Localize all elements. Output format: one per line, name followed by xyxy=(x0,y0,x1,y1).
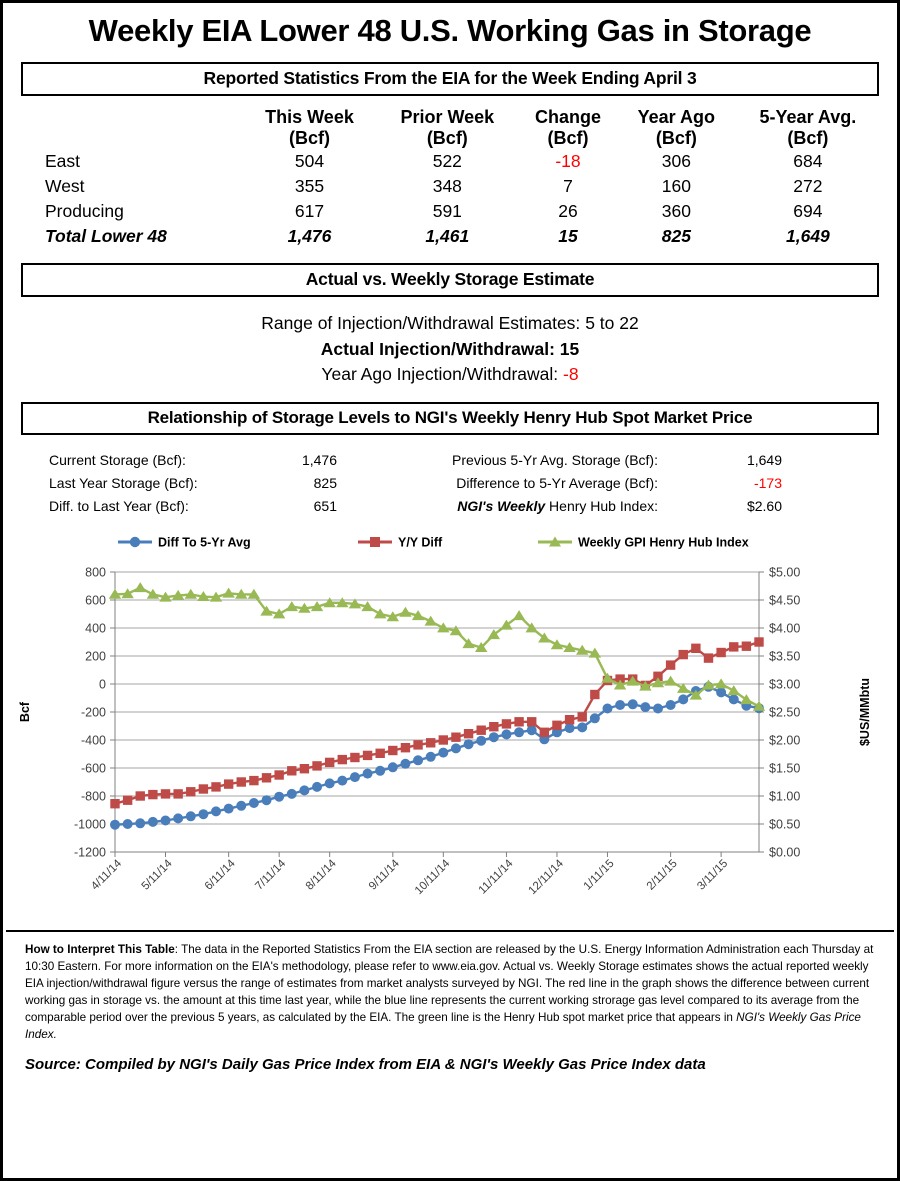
data-point xyxy=(729,642,738,651)
data-point xyxy=(413,755,423,765)
xtick-label: 3/11/15 xyxy=(695,857,731,893)
storage-vs-price-chart xyxy=(3,524,897,924)
xtick-label: 10/11/14 xyxy=(412,857,453,898)
estimate-actual-label: Actual Injection/Withdrawal: xyxy=(320,338,555,359)
data-point xyxy=(728,685,740,695)
data-point xyxy=(464,729,473,738)
data-point xyxy=(134,582,146,592)
henry-hub-index-label xyxy=(450,495,662,518)
legend-item-1 xyxy=(118,535,251,549)
data-point xyxy=(147,589,159,599)
data-point xyxy=(224,779,233,788)
data-point xyxy=(350,753,359,762)
data-point xyxy=(590,690,599,699)
data-point xyxy=(363,751,372,760)
data-point xyxy=(489,722,498,731)
prev-5yr-avg-value: 1,649 xyxy=(746,451,782,468)
last-year-storage-value: 825 xyxy=(313,474,337,491)
data-point xyxy=(325,758,334,767)
data-point xyxy=(489,732,499,742)
henry-hub-index-value: $2.60 xyxy=(746,497,782,514)
cell-producing-five-year-avg: 694 xyxy=(793,201,823,222)
data-point xyxy=(236,801,246,811)
actual-vs-estimate-header: Actual vs. Weekly Storage Estimate xyxy=(21,263,879,297)
ytick-label-right: $1.50 xyxy=(769,761,801,776)
data-point xyxy=(350,772,360,782)
ytick-label-right: $4.00 xyxy=(769,621,801,636)
cell-east-this-week: 504 xyxy=(294,151,325,172)
ytick-label-right: $2.00 xyxy=(769,733,801,748)
estimate-range-value: 5 to 22 xyxy=(585,313,639,334)
estimate-year-ago-value: -8 xyxy=(563,364,579,385)
data-point xyxy=(527,717,536,726)
data-point xyxy=(388,746,397,755)
data-point xyxy=(325,778,335,788)
cell-west-prior-week: 348 xyxy=(432,176,462,197)
data-point xyxy=(464,739,474,749)
data-point xyxy=(136,791,145,800)
table-header-row xyxy=(19,106,881,149)
series-1 xyxy=(110,682,764,830)
relationship-header: Relationship of Storage Levels to NGI's Weekly Henry Hub Spot Market Price xyxy=(21,402,879,435)
footer-divider xyxy=(6,930,894,932)
data-point xyxy=(262,795,272,805)
ytick-label-right: $5.00 xyxy=(769,565,801,580)
data-point xyxy=(679,650,688,659)
estimate-range-label: Range of Injection/Withdrawal Estimates: xyxy=(261,313,581,334)
cell-total-change: 15 xyxy=(558,226,578,247)
header-this-week: This Week (Bcf) xyxy=(265,107,354,148)
data-point xyxy=(173,813,183,823)
data-point xyxy=(148,817,158,827)
data-point xyxy=(477,725,486,734)
diff-5yr-avg-value: -173 xyxy=(753,474,782,491)
xtick-label: 9/11/14 xyxy=(366,857,402,893)
data-point xyxy=(754,637,763,646)
data-point xyxy=(451,732,460,741)
legend-item-3 xyxy=(538,535,749,549)
data-point xyxy=(249,776,258,785)
ytick-label-left: 400 xyxy=(85,621,106,636)
current-storage-value: 1,476 xyxy=(301,451,337,468)
henry-hub-index-label-italic: NGI's Weekly xyxy=(457,497,546,514)
data-point xyxy=(514,727,524,737)
data-point xyxy=(148,790,157,799)
data-point xyxy=(590,713,600,723)
data-point xyxy=(198,809,208,819)
legend-label-2: Y/Y Diff xyxy=(398,535,443,550)
ytick-label-right: $4.50 xyxy=(769,593,801,608)
data-point xyxy=(640,702,650,712)
cell-east-change: -18 xyxy=(555,151,581,172)
cell-producing-year-ago: 360 xyxy=(661,201,691,222)
table-row-total xyxy=(19,224,881,249)
xtick-label: 11/11/14 xyxy=(476,857,516,897)
data-point xyxy=(312,782,322,792)
legend-item-2 xyxy=(358,535,443,549)
data-point xyxy=(439,735,448,744)
xtick-label: 2/11/15 xyxy=(644,857,680,893)
data-point xyxy=(451,743,461,753)
data-point xyxy=(186,787,195,796)
data-point xyxy=(287,789,297,799)
data-point xyxy=(299,785,309,795)
table-row xyxy=(19,199,881,224)
data-point xyxy=(199,784,208,793)
data-point xyxy=(287,766,296,775)
ytick-label-right: $3.00 xyxy=(769,677,801,692)
data-point xyxy=(173,789,182,798)
data-point xyxy=(438,747,448,757)
ytick-label-left: -600 xyxy=(80,761,106,776)
data-point xyxy=(262,773,271,782)
how-to-interpret-italic-tail: NGI's Weekly Gas Price Index. xyxy=(25,1010,861,1041)
data-point xyxy=(691,643,700,652)
data-point xyxy=(540,727,549,736)
data-point xyxy=(186,811,196,821)
data-point xyxy=(110,799,119,808)
estimate-actual-line xyxy=(3,337,897,362)
how-to-interpret-bold: How to Interpret This Table xyxy=(25,942,175,956)
xtick-label: 8/11/14 xyxy=(303,857,339,893)
data-point xyxy=(437,622,449,632)
ytick-label-right: $0.00 xyxy=(769,845,801,860)
ytick-label-right: $3.50 xyxy=(769,649,801,664)
diff-5yr-avg-label: Difference to 5-Yr Average (Bcf): xyxy=(456,474,658,491)
header-change: Change (Bcf) xyxy=(534,107,601,148)
data-point xyxy=(678,694,688,704)
cell-east-five-year-avg: 684 xyxy=(793,151,823,172)
ytick-label-left: -400 xyxy=(80,733,106,748)
data-point xyxy=(413,740,422,749)
data-point xyxy=(312,761,321,770)
data-point xyxy=(565,723,575,733)
xtick-label: 5/11/14 xyxy=(139,857,175,893)
prev-5yr-avg-label: Previous 5-Yr Avg. Storage (Bcf): xyxy=(452,451,658,468)
relationship-data xyxy=(49,449,851,518)
list-item xyxy=(49,449,450,472)
data-point xyxy=(274,792,284,802)
ytick-label-right: $1.00 xyxy=(769,789,801,804)
list-item xyxy=(49,472,450,495)
row-label-producing: Producing xyxy=(45,201,124,222)
data-point xyxy=(716,648,725,657)
data-point xyxy=(426,752,436,762)
data-point xyxy=(123,795,132,804)
data-point xyxy=(716,687,726,697)
header-prior-week: Prior Week (Bcf) xyxy=(400,107,495,148)
xtick-label: 1/11/15 xyxy=(581,857,617,893)
data-point xyxy=(337,775,347,785)
data-point xyxy=(161,815,171,825)
data-point xyxy=(363,768,373,778)
data-point xyxy=(123,819,133,829)
data-point xyxy=(513,610,525,620)
series-2 xyxy=(110,637,763,808)
xtick-label: 4/11/14 xyxy=(89,857,125,893)
ytick-label-right: $0.50 xyxy=(769,817,801,832)
reported-statistics-table xyxy=(19,106,881,249)
data-point xyxy=(237,777,246,786)
cell-east-year-ago: 306 xyxy=(661,151,691,172)
data-point xyxy=(400,759,410,769)
data-point xyxy=(551,639,563,649)
header-year-ago: Year Ago (Bcf) xyxy=(637,107,716,148)
ytick-label-left: 0 xyxy=(99,677,106,692)
page-title: Weekly EIA Lower 48 U.S. Working Gas in Storage xyxy=(88,13,812,48)
estimate-actual-value: 15 xyxy=(559,338,580,359)
data-point xyxy=(476,736,486,746)
data-point xyxy=(628,699,638,709)
data-point xyxy=(565,715,574,724)
data-point xyxy=(374,608,386,618)
row-label-east: East xyxy=(45,151,81,172)
data-point xyxy=(388,762,398,772)
ytick-label-left: -200 xyxy=(80,705,106,720)
data-point xyxy=(742,641,751,650)
cell-total-prior-week: 1,461 xyxy=(425,226,470,247)
data-point xyxy=(729,694,739,704)
cell-total-five-year-avg: 1,649 xyxy=(786,226,830,247)
henry-hub-index-label-rest: Henry Hub Index: xyxy=(545,497,658,514)
table-row xyxy=(19,174,881,199)
data-point xyxy=(135,818,145,828)
data-point xyxy=(211,806,221,816)
legend-label-3: Weekly GPI Henry Hub Index xyxy=(578,535,749,550)
data-point xyxy=(424,616,436,626)
data-point xyxy=(300,764,309,773)
data-point xyxy=(501,729,511,739)
data-point xyxy=(615,700,625,710)
data-point xyxy=(375,748,384,757)
chart-svg xyxy=(3,524,897,924)
relationship-left-column xyxy=(49,449,450,518)
data-point xyxy=(338,755,347,764)
header-region xyxy=(19,106,242,149)
data-point xyxy=(552,720,561,729)
data-point xyxy=(578,712,587,721)
data-point xyxy=(224,803,234,813)
diff-last-year-label: Diff. to Last Year (Bcf): xyxy=(49,497,189,514)
data-point xyxy=(577,722,587,732)
cell-west-this-week: 355 xyxy=(294,176,325,197)
data-point xyxy=(527,725,537,735)
ytick-label-left: 800 xyxy=(85,565,106,580)
list-item xyxy=(450,495,851,518)
relationship-right-column xyxy=(450,449,851,518)
reported-statistics-header: Reported Statistics From the EIA for the Week Ending April 3 xyxy=(21,62,879,96)
data-point xyxy=(666,700,676,710)
xtick-label: 7/11/14 xyxy=(253,857,289,893)
series-line xyxy=(115,642,759,804)
data-point xyxy=(399,607,411,617)
how-to-interpret-body: : The data in the Reported Statistics From the EIA section are released by the U.S. Energy Information Administration each Thursday at 10:30 Eastern. For more information on the EIA's methodology, please refer to www.eia.gov. Actual vs. Weekly Storage estimates shows the actual reported weekly EIA injection/withdrawal figure versus the range of estimates from market analysts surveyed by NGI. The red line in the graph shows the difference between current working gas in storage vs. the amount at this time last year, while the blue line represents the current working strorage gas level compared to its average from the comparable period over the previous 5 years, as calculated by the EIA. The green line is the Henry Hub spot market price that appears in xyxy=(25,942,874,1024)
legend-marker-square xyxy=(370,537,380,547)
cell-producing-change: 26 xyxy=(558,201,578,222)
list-item xyxy=(49,495,450,518)
ytick-label-left: 600 xyxy=(85,593,106,608)
list-item xyxy=(450,449,851,472)
legend-marker-circle xyxy=(130,537,140,547)
data-point xyxy=(375,766,385,776)
cell-west-five-year-avg: 272 xyxy=(793,176,823,197)
estimate-year-ago-line xyxy=(3,362,897,387)
ytick-label-left: -1200 xyxy=(74,845,106,860)
data-point xyxy=(110,820,120,830)
how-to-interpret-text xyxy=(25,942,875,1044)
ytick-label-left: -1000 xyxy=(74,817,106,832)
data-point xyxy=(653,703,663,713)
y2-axis-title: $US/MMbtu xyxy=(858,677,872,746)
diff-last-year-value: 651 xyxy=(313,497,337,514)
data-point xyxy=(274,770,283,779)
ytick-label-left: -800 xyxy=(80,789,106,804)
table-row xyxy=(19,149,881,174)
cell-west-year-ago: 160 xyxy=(661,176,691,197)
estimate-range-line xyxy=(3,311,897,336)
y-axis-title: Bcf xyxy=(18,701,32,722)
cell-producing-this-week: 617 xyxy=(294,201,325,222)
cell-producing-prior-week: 591 xyxy=(432,201,462,222)
ytick-label-left: 200 xyxy=(85,649,106,664)
list-item xyxy=(450,472,851,495)
ytick-label-right: $2.50 xyxy=(769,705,801,720)
xtick-label: 6/11/14 xyxy=(202,857,238,893)
data-point xyxy=(161,789,170,798)
cell-total-this-week: 1,476 xyxy=(287,226,332,247)
xtick-label: 12/11/14 xyxy=(526,857,567,898)
estimate-year-ago-label: Year Ago Injection/Withdrawal: xyxy=(321,364,559,385)
cell-west-change: 7 xyxy=(563,176,573,197)
series-line xyxy=(115,588,759,707)
cell-total-year-ago: 825 xyxy=(661,226,691,247)
data-point xyxy=(502,719,511,728)
data-point xyxy=(401,743,410,752)
data-point xyxy=(514,717,523,726)
data-point xyxy=(704,653,713,662)
series-3 xyxy=(109,582,765,711)
row-label-west: West xyxy=(45,176,85,197)
estimates-block xyxy=(3,311,897,387)
cell-east-prior-week: 522 xyxy=(432,151,462,172)
header-five-year-avg: 5-Year Avg. (Bcf) xyxy=(759,107,857,148)
last-year-storage-label: Last Year Storage (Bcf): xyxy=(49,474,198,491)
row-label-total: Total Lower 48 xyxy=(45,226,167,247)
current-storage-label: Current Storage (Bcf): xyxy=(49,451,186,468)
data-point xyxy=(666,660,675,669)
data-point xyxy=(602,703,612,713)
legend-label-1: Diff To 5-Yr Avg xyxy=(158,535,251,550)
data-point xyxy=(426,738,435,747)
data-point xyxy=(211,782,220,791)
data-point xyxy=(249,798,259,808)
source-line: Source: Compiled by NGI's Daily Gas Price Index from EIA & NGI's Weekly Gas Price Index data xyxy=(25,1055,706,1073)
